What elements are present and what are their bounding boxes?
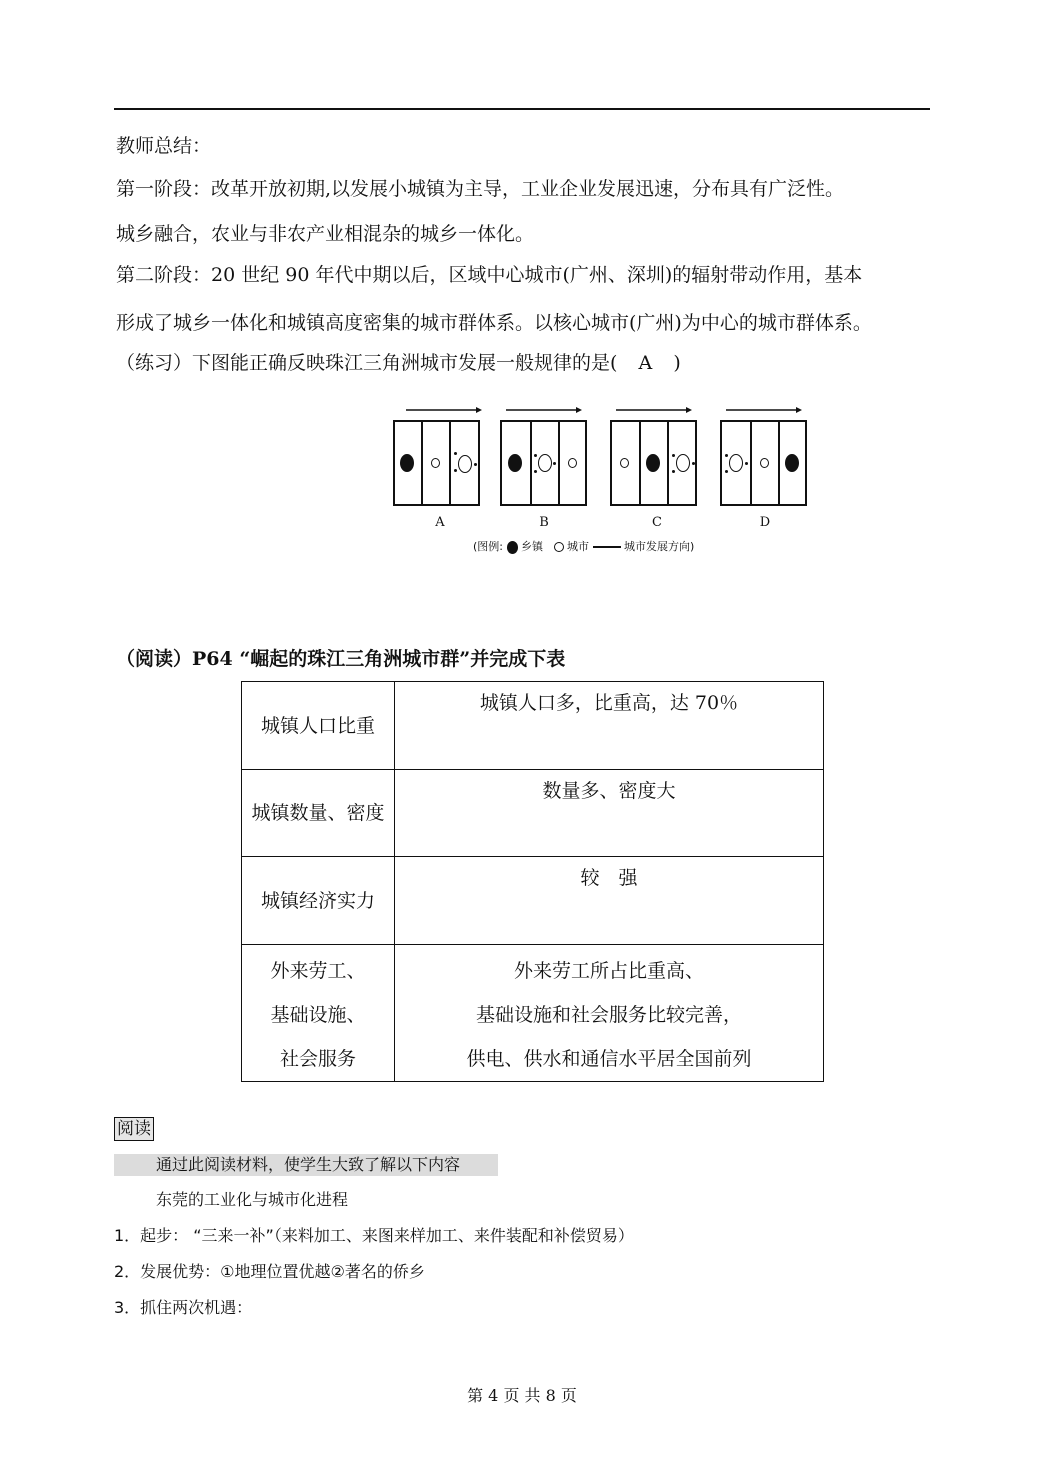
big-city-ring-icon bbox=[729, 454, 743, 472]
town-dot-icon bbox=[400, 454, 414, 472]
row-value: 外来劳工所占比重高、 bbox=[513, 960, 704, 982]
direction-line-icon bbox=[593, 546, 621, 548]
panel-c bbox=[610, 420, 697, 506]
stage2-line2: 形成了城乡一体化和城镇高度密集的城市群体系。以核心城市(广州)为中心的城市群体系。 bbox=[116, 312, 872, 334]
row-value: 数量多、密度大 bbox=[542, 780, 676, 802]
row-label: 外来劳工、 bbox=[270, 960, 366, 982]
reading-intro-bar bbox=[114, 1154, 498, 1176]
exercise-prefix: （练习）下图能正确反映珠江三角洲城市发展一般规律的是( bbox=[116, 352, 618, 374]
row-value-multiline bbox=[395, 945, 823, 1081]
city-ring-icon bbox=[554, 542, 564, 552]
town-dot-icon bbox=[507, 541, 518, 554]
legend-prefix: (图例: bbox=[473, 540, 503, 553]
row-label: 社会服务 bbox=[279, 1048, 356, 1070]
reading-table bbox=[241, 681, 824, 1082]
row-label-multiline bbox=[242, 945, 394, 1081]
row-label: 城镇数量、密度 bbox=[251, 802, 385, 824]
city-ring-icon bbox=[760, 458, 769, 468]
city-ring-icon bbox=[620, 458, 629, 468]
town-dot-icon bbox=[508, 454, 522, 472]
legend-town: 乡镇 bbox=[521, 540, 543, 553]
panel-label-b: B bbox=[539, 515, 549, 530]
table-row bbox=[242, 857, 824, 945]
city-ring-icon bbox=[431, 458, 440, 468]
reading-tag: 阅读 bbox=[114, 1117, 154, 1141]
summary-title: 教师总结： bbox=[116, 135, 212, 157]
direction-arrow-icon bbox=[406, 405, 482, 415]
big-city-ring-icon bbox=[538, 454, 552, 472]
direction-arrow-icon bbox=[726, 405, 802, 415]
town-dot-icon bbox=[785, 454, 799, 472]
stage2-line1: 第二阶段：20 世纪 90 年代中期以后，区域中心城市(广州、深圳)的辐射带动作用，基本 bbox=[116, 264, 863, 286]
list-item: 3．抓住两次机遇： bbox=[114, 1298, 253, 1317]
panel-d bbox=[720, 420, 807, 506]
page-footer: 第 4 页 共 8 页 bbox=[467, 1386, 577, 1405]
row-value: 城镇人口多，比重高，达 70％ bbox=[479, 692, 739, 714]
panel-b bbox=[500, 420, 587, 506]
reading-intro: 通过此阅读材料，使学生大致了解以下内容 bbox=[156, 1155, 461, 1174]
panel-a bbox=[393, 420, 480, 506]
panel-label-d: D bbox=[759, 515, 771, 530]
direction-arrow-icon bbox=[616, 405, 692, 415]
stage1-line1: 第一阶段：改革开放初期,以发展小城镇为主导，工业企业发展迅速，分布具有广泛性。 bbox=[116, 178, 845, 200]
exercise-suffix: ) bbox=[673, 352, 681, 374]
city-development-figure bbox=[388, 405, 818, 570]
stage1-line2: 城乡融合，农业与非农产业相混杂的城乡一体化。 bbox=[116, 223, 535, 245]
big-city-ring-icon bbox=[458, 455, 472, 473]
list-item: 1．起步： “三来一补”（来料加工、来图来样加工、来件装配和补偿贸易） bbox=[114, 1226, 634, 1245]
row-label: 城镇经济实力 bbox=[260, 889, 375, 912]
table-row bbox=[242, 682, 824, 770]
exercise-answer: A bbox=[638, 352, 653, 374]
legend-direction: 城市发展方向) bbox=[624, 540, 695, 553]
exercise-question bbox=[116, 351, 681, 375]
row-value: 较 强 bbox=[580, 867, 638, 889]
legend-city: 城市 bbox=[567, 540, 589, 553]
reading-heading: （阅读）P64 “崛起的珠江三角洲城市群”并完成下表 bbox=[116, 648, 566, 670]
city-ring-icon bbox=[568, 458, 577, 468]
panel-label-c: C bbox=[652, 515, 662, 530]
direction-arrow-icon bbox=[506, 405, 582, 415]
row-label: 基础设施、 bbox=[270, 1004, 366, 1026]
town-dot-icon bbox=[646, 454, 660, 472]
table-row bbox=[242, 945, 824, 1082]
row-label: 城镇人口比重 bbox=[260, 714, 375, 737]
row-value: 基础设施和社会服务比较完善， bbox=[475, 1004, 742, 1026]
figure-legend bbox=[473, 538, 694, 554]
reading-subtitle: 东莞的工业化与城市化进程 bbox=[156, 1190, 349, 1209]
panel-label-a: A bbox=[435, 515, 445, 530]
list-item: 2．发展优势：①地理位置优越②著名的侨乡 bbox=[114, 1262, 425, 1281]
big-city-ring-icon bbox=[676, 454, 690, 472]
header-rule bbox=[114, 108, 930, 110]
table-row bbox=[242, 770, 824, 857]
row-value: 供电、供水和通信水平居全国前列 bbox=[466, 1048, 752, 1070]
